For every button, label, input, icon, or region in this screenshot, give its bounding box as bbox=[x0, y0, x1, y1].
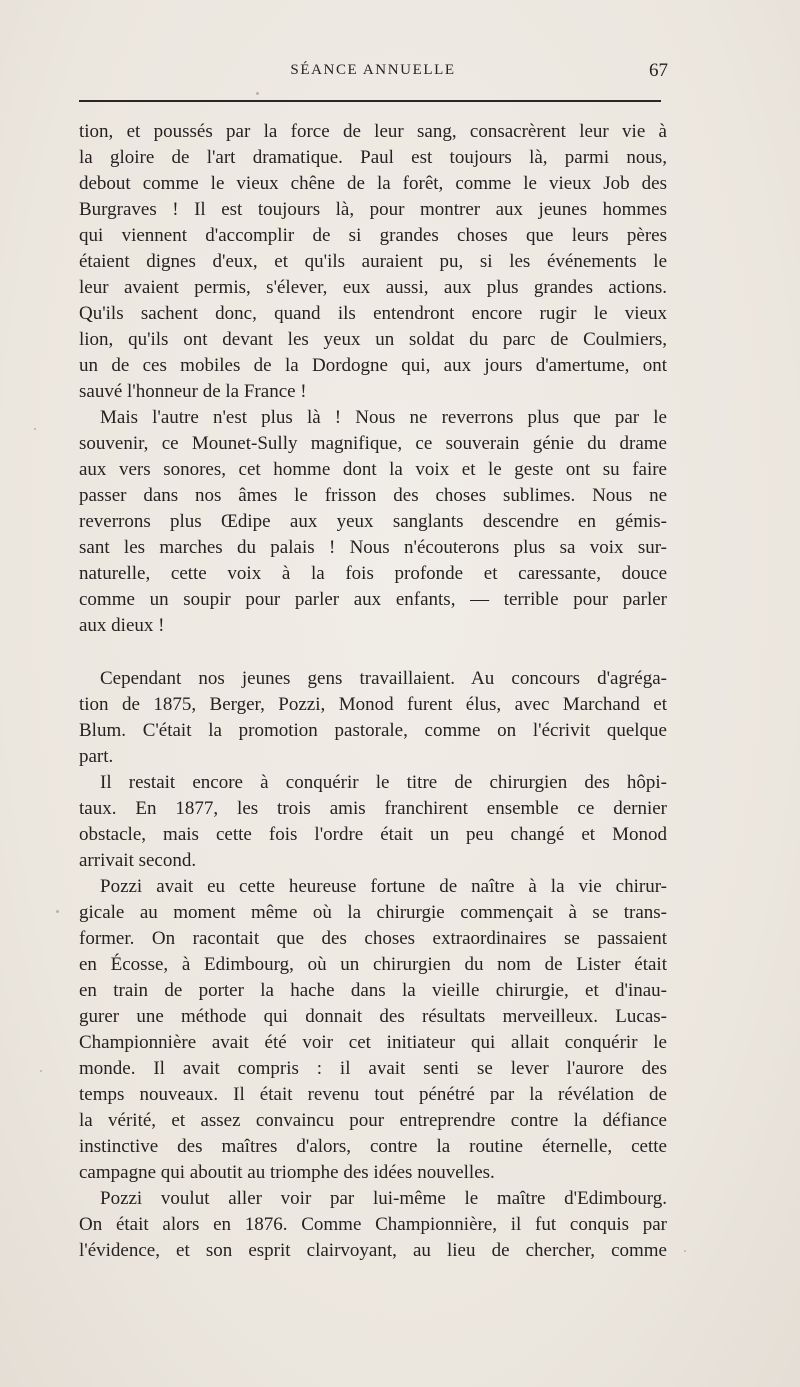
text-line: souvenir, ce Mounet-Sully magnifique, ce souverain génie du drame bbox=[79, 433, 667, 454]
text-line: part. bbox=[79, 746, 114, 767]
text-line: Blum. C'était la promotion pastorale, comme on l'écrivit quelque bbox=[79, 720, 667, 741]
text-line: la gloire de l'art dramatique. Paul est toujours là, parmi nous, bbox=[79, 147, 667, 168]
page-number: 67 bbox=[649, 60, 668, 81]
paper-speck bbox=[40, 1070, 42, 1072]
text-line: passer dans nos âmes le frisson des choses sublimes. Nous ne bbox=[79, 485, 667, 506]
text-line: l'évidence, et son esprit clairvoyant, au lieu de chercher, comme bbox=[79, 1240, 667, 1261]
text-line: sant les marches du palais ! Nous n'écouterons plus sa voix sur- bbox=[79, 537, 667, 558]
text-line: qui viennent d'accomplir de si grandes choses que leurs pères bbox=[79, 225, 667, 246]
paper-speck bbox=[256, 92, 259, 95]
paper-speck bbox=[56, 910, 59, 913]
text-line: naturelle, cette voix à la fois profonde et caressante, douce bbox=[79, 563, 667, 584]
text-line: Qu'ils sachent donc, quand ils entendront encore rugir le vieux bbox=[79, 303, 667, 324]
section-gap bbox=[79, 639, 667, 666]
text-line: Burgraves ! Il est toujours là, pour montrer aux jeunes hommes bbox=[79, 199, 667, 220]
text-line: Cependant nos jeunes gens travaillaient. Au concours d'agréga- bbox=[100, 668, 667, 689]
paper-speck bbox=[34, 428, 36, 430]
running-title: SÉANCE ANNUELLE bbox=[290, 62, 456, 78]
text-line: On était alors en 1876. Comme Championnière, il fut conquis par bbox=[79, 1214, 667, 1235]
text-line: obstacle, mais cette fois l'ordre était un peu changé et Monod bbox=[79, 824, 667, 845]
text-line: temps nouveaux. Il était revenu tout pénétré par la révélation de bbox=[79, 1084, 667, 1105]
body-text bbox=[79, 119, 667, 1264]
text-line: en Écosse, à Edimbourg, où un chirurgien du nom de Lister était bbox=[79, 954, 667, 975]
text-line: arrivait second. bbox=[79, 850, 197, 871]
text-line: un de ces mobiles de la Dordogne qui, aux jours d'amertume, ont bbox=[79, 355, 667, 376]
text-line: Il restait encore à conquérir le titre de chirurgien des hôpi- bbox=[100, 772, 667, 793]
text-line: Pozzi voulut aller voir par lui-même le maître d'Edimbourg. bbox=[100, 1188, 667, 1209]
text-line: monde. Il avait compris : il avait senti se lever l'aurore des bbox=[79, 1058, 667, 1079]
text-line: comme un soupir pour parler aux enfants, — terrible pour parler bbox=[79, 589, 667, 610]
text-line: aux vers sonores, cet homme dont la voix et le geste ont su faire bbox=[79, 459, 667, 480]
text-line: leur avaient permis, s'élever, eux aussi, aux plus grandes actions. bbox=[79, 277, 667, 298]
text-line: lion, qu'ils ont devant les yeux un soldat du parc de Coulmiers, bbox=[79, 329, 667, 350]
text-line: la vérité, et assez convaincu pour entreprendre contre la défiance bbox=[79, 1110, 667, 1131]
text-line: en train de porter la hache dans la vieille chirurgie, et d'inau- bbox=[79, 980, 667, 1001]
text-line: gicale au moment même où la chirurgie commençait à se trans- bbox=[79, 902, 667, 923]
text-line: aux dieux ! bbox=[79, 615, 165, 636]
header-rule bbox=[79, 100, 661, 102]
text-line: sauvé l'honneur de la France ! bbox=[79, 381, 307, 402]
text-line: tion de 1875, Berger, Pozzi, Monod furent élus, avec Marchand et bbox=[79, 694, 667, 715]
text-line: former. On racontait que des choses extraordinaires se passaient bbox=[79, 928, 667, 949]
page-header bbox=[78, 62, 668, 86]
text-line: gurer une méthode qui donnait des résultats merveilleux. Lucas- bbox=[79, 1006, 667, 1027]
text-line: Mais l'autre n'est plus là ! Nous ne reverrons plus que par le bbox=[100, 407, 667, 428]
text-line: Pozzi avait eu cette heureuse fortune de naître à la vie chirur- bbox=[100, 876, 667, 897]
text-line: étaient dignes d'eux, et qu'ils auraient pu, si les événements le bbox=[79, 251, 667, 272]
text-line: reverrons plus Œdipe aux yeux sanglants descendre en gémis- bbox=[79, 511, 667, 532]
text-line: instinctive des maîtres d'alors, contre la routine éternelle, cette bbox=[79, 1136, 667, 1157]
text-line: debout comme le vieux chêne de la forêt, comme le vieux Job des bbox=[79, 173, 667, 194]
text-line: campagne qui aboutit au triomphe des idées nouvelles. bbox=[79, 1162, 495, 1183]
text-line: taux. En 1877, les trois amis franchirent ensemble ce dernier bbox=[79, 798, 667, 819]
text-line: Championnière avait été voir cet initiateur qui allait conquérir le bbox=[79, 1032, 667, 1053]
paper-speck bbox=[684, 1250, 686, 1252]
text-line: tion, et poussés par la force de leur sang, consacrèrent leur vie à bbox=[79, 121, 667, 142]
